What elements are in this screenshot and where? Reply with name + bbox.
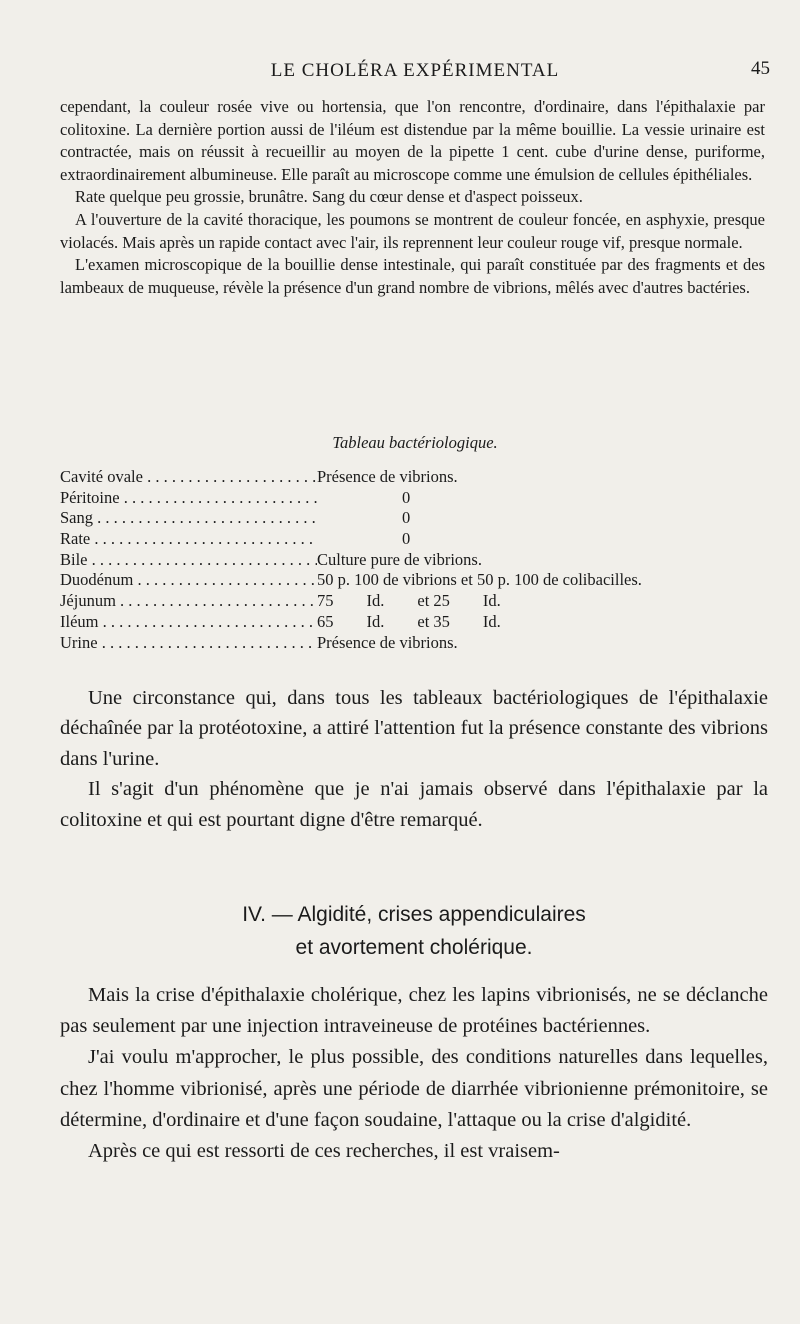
- table-row: [60, 467, 780, 488]
- paragraph: Rate quelque peu grossie, brunâtre. Sang du cœur dense et d'aspect poisseux.: [75, 187, 583, 207]
- observation-text: [60, 96, 765, 299]
- page-number: 45: [751, 58, 770, 79]
- organ-label: Cavité ovale . . .: [60, 467, 317, 488]
- organ-label: Duodénum . . .: [60, 570, 317, 591]
- result-value: 65 Id. et 35 Id.: [317, 611, 501, 631]
- paragraph: L'examen microscopique de la bouillie dense intestinale, qui paraît constituée par des fragments et des lambeaux de muqueuse, révèle la présence d'un grand nombre de vibrions, mêlés avec d'autres bactéries.: [60, 255, 765, 297]
- running-title: LE CHOLÉRA EXPÉRIMENTAL: [270, 60, 560, 81]
- table-row: [60, 488, 780, 509]
- page-header: [60, 58, 770, 88]
- result-value: 50 p. 100 de vibrions et 50 p. 100 de colibacilles.: [317, 570, 642, 590]
- result-value: Culture pure de vibrions.: [317, 549, 482, 569]
- table-row: [60, 633, 780, 654]
- result-value: 0: [402, 508, 411, 528]
- table-title: Tableau bactériologique.: [332, 433, 498, 452]
- result-value: 75 Id. et 25 Id.: [317, 591, 501, 611]
- paragraph: J'ai voulu m'approcher, le plus possible, des conditions naturelles dans lequelles, chez l'homme vibrionisé, après une période de diarrhée vibrionienne prémonitoire, se détermine, d'ordinaire et d'une façon soudaine, l'attaque ou la crise d'algidité.: [60, 1046, 768, 1131]
- paragraph: Après ce qui est ressorti de ces recherches, il est vraisem-: [88, 1140, 560, 1163]
- paragraph: Il s'agit d'un phénomène que je n'ai jamais observé dans l'épithalaxie par la colitoxine et qui est pourtant digne d'être remarqué.: [60, 778, 768, 831]
- main-text-after-section: [60, 980, 768, 1167]
- organ-label: Péritoine . . .: [60, 488, 317, 509]
- table-row: [60, 550, 780, 571]
- main-text-before-section: [60, 683, 768, 835]
- organ-label: Urine . . .: [60, 633, 317, 654]
- bacteriological-table: [60, 467, 780, 653]
- paragraph: Mais la crise d'épithalaxie cholérique, chez les lapins vibrionisés, ne se déclanche pas seulement par une injection intraveineuse de protéines bactériennes.: [60, 984, 768, 1038]
- table-row: [60, 508, 780, 529]
- result-value: Présence de vibrions.: [317, 632, 458, 652]
- result-value: 0: [402, 529, 411, 549]
- paragraph: A l'ouverture de la cavité thoracique, les poumons se montrent de couleur foncée, en asphyxie, presque violacés. Mais après un rapide contact avec l'air, ils reprennent leur couleur rouge vif, presque normale.: [60, 209, 765, 252]
- organ-label: Rate . . .: [60, 529, 317, 550]
- paragraph: Une circonstance qui, dans tous les tableaux bactériologiques de l'épithalaxie déchaînée par la protéotoxine, a attiré l'attention fut la présence constante des vibrions dans l'urine.: [60, 687, 768, 770]
- organ-label: Sang . . .: [60, 508, 317, 529]
- section-heading-line: IV. — Algidité, crises appendiculaires: [242, 903, 586, 926]
- result-value: Présence de vibrions.: [317, 467, 458, 486]
- section-heading-line: et avortement cholérique.: [295, 936, 533, 959]
- table-row: [60, 612, 780, 633]
- table-row: [60, 591, 780, 612]
- paragraph: cependant, la couleur rosée vive ou hortensia, que l'on rencontre, d'ordinaire, dans l'épithalaxie par colitoxine. La dernière portion aussi de l'iléum est distendue par la même bouillie. La vessie urinaire est contractée, mais on réussit à recueillir au moyen de la pipette 1 cent. cube d'urine dense, puriforme, extraordinairement albumineuse. Elle paraît au microscope comme une émulsion de cellules épithéliales.: [60, 97, 765, 184]
- result-value: 0: [402, 487, 411, 507]
- table-row: [60, 529, 780, 550]
- section-heading: [60, 898, 768, 964]
- organ-label: Iléum . . .: [60, 612, 317, 633]
- organ-label: Jéjunum . . .: [60, 591, 317, 612]
- organ-label: Bile . . .: [60, 550, 317, 571]
- table-row: [60, 570, 780, 591]
